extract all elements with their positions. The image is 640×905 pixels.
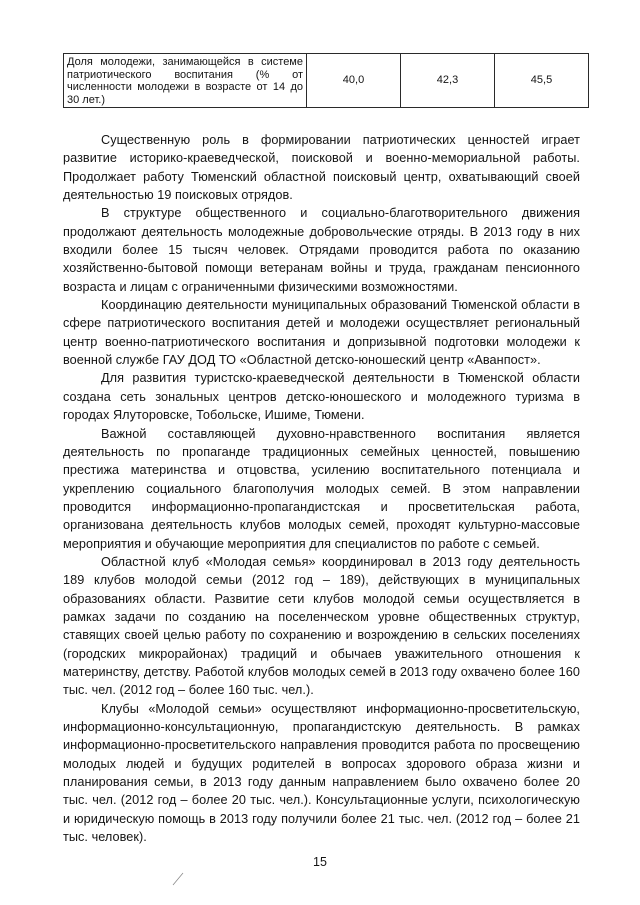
pen-mark-icon [172, 872, 184, 886]
table-row [64, 54, 589, 108]
indicator-table [63, 53, 589, 108]
paragraph-tourism-centers: Для развития туристско-краеведческой деятельности в Тюменской области создана сеть зональных центров детско-юношеского и молодежного туризма в городах Ялуторовске, Тобольске, Ишиме, Тюмени. [63, 371, 580, 423]
indicator-value-2013: 42,3 [401, 54, 495, 108]
indicator-value-2014: 45,5 [495, 54, 589, 108]
paragraph-avanpost-center: Координацию деятельности муниципальных образований Тюменской области в сфере патриотического воспитания детей и молодежи осуществляет региональный центр военно-патриотического воспитания и допризывной подготовки молодежи к военной службе ГАУ ДОД ТО «Областной детско-юношеский центр «Аванпост». [63, 298, 580, 368]
page-number: 15 [313, 855, 327, 869]
indicator-label: Доля молодежи, занимающейся в системе патриотического воспитания (% от численности молодежи в возрасте от 14 до 30 лет.) [64, 54, 307, 108]
paragraph-club-activities: Клубы «Молодой семьи» осуществляют информационно-просветительскую, информационно-консультационную, пропагандистскую деятельность. В рамках информационно-просветительского направления проводится работа по просвещению молодых людей и будущих родителей в вопросах здорового образа жизни и планирования семьи, в 2013 году данным направлением было охвачено более 20 тыс. чел. (2012 год – более 20 тыс. чел.). Консультационные услуги, психологическую и юридическую помощь в 2013 году получили более 21 тыс. чел. (2012 год – более 21 тыс. человек). [63, 701, 580, 845]
body-text [63, 131, 580, 846]
paragraph-search-work: Существенную роль в формировании патриотических ценностей играет развитие историко-краеведческой, поисковой и военно-мемориальной работы. Продолжает работу Тюменский областной поисковый центр, охватывающий своей деятельностью 19 поисковых отрядов. [63, 133, 580, 203]
paragraph-young-family-club: Областной клуб «Молодая семья» координировал в 2013 году деятельность 189 клубов молодой семьи (2012 год – 189), действующих в муниципальных образованиях области. Развитие сети клубов молодой семьи осуществляется в рамках задачи по созданию на поселенческом уровне общественных структур, ставящих своей целью работу по сохранению и возрождению в сельских поселениях (городских микрорайонах) традиций и обычаев уважительного отношения к материнству, детству. Работой клубов молодых семей в 2013 году охвачено более 160 тыс. чел. (2012 год – более 160 тыс. чел.). [63, 554, 580, 698]
paragraph-volunteer-squads: В структуре общественного и социально-благотворительного движения продолжают деятельность молодежные добровольческие отряды. В 2013 году в них входили более 15 тысяч человек. Отрядами проводится работа по оказанию хозяйственно-бытовой помощи ветеранам войны и труда, гражданам пенсионного возраста и лицам с ограниченными физическими возможностями. [63, 206, 580, 294]
indicator-value-2012: 40,0 [307, 54, 401, 108]
paragraph-family-values: Важной составляющей духовно-нравственного воспитания является деятельность по пропаганде традиционных семейных ценностей, повышению престижа материнства и отцовства, усилению воспитательного потенциала и укреплению социального благополучия молодых семей. В этом направлении проводится информационно-пропагандистская и просветительская работа, организована деятельность клубов молодых семей, проходят культурно-массовые мероприятия и обучающие мероприятия для специалистов по работе с семьей. [63, 426, 580, 551]
